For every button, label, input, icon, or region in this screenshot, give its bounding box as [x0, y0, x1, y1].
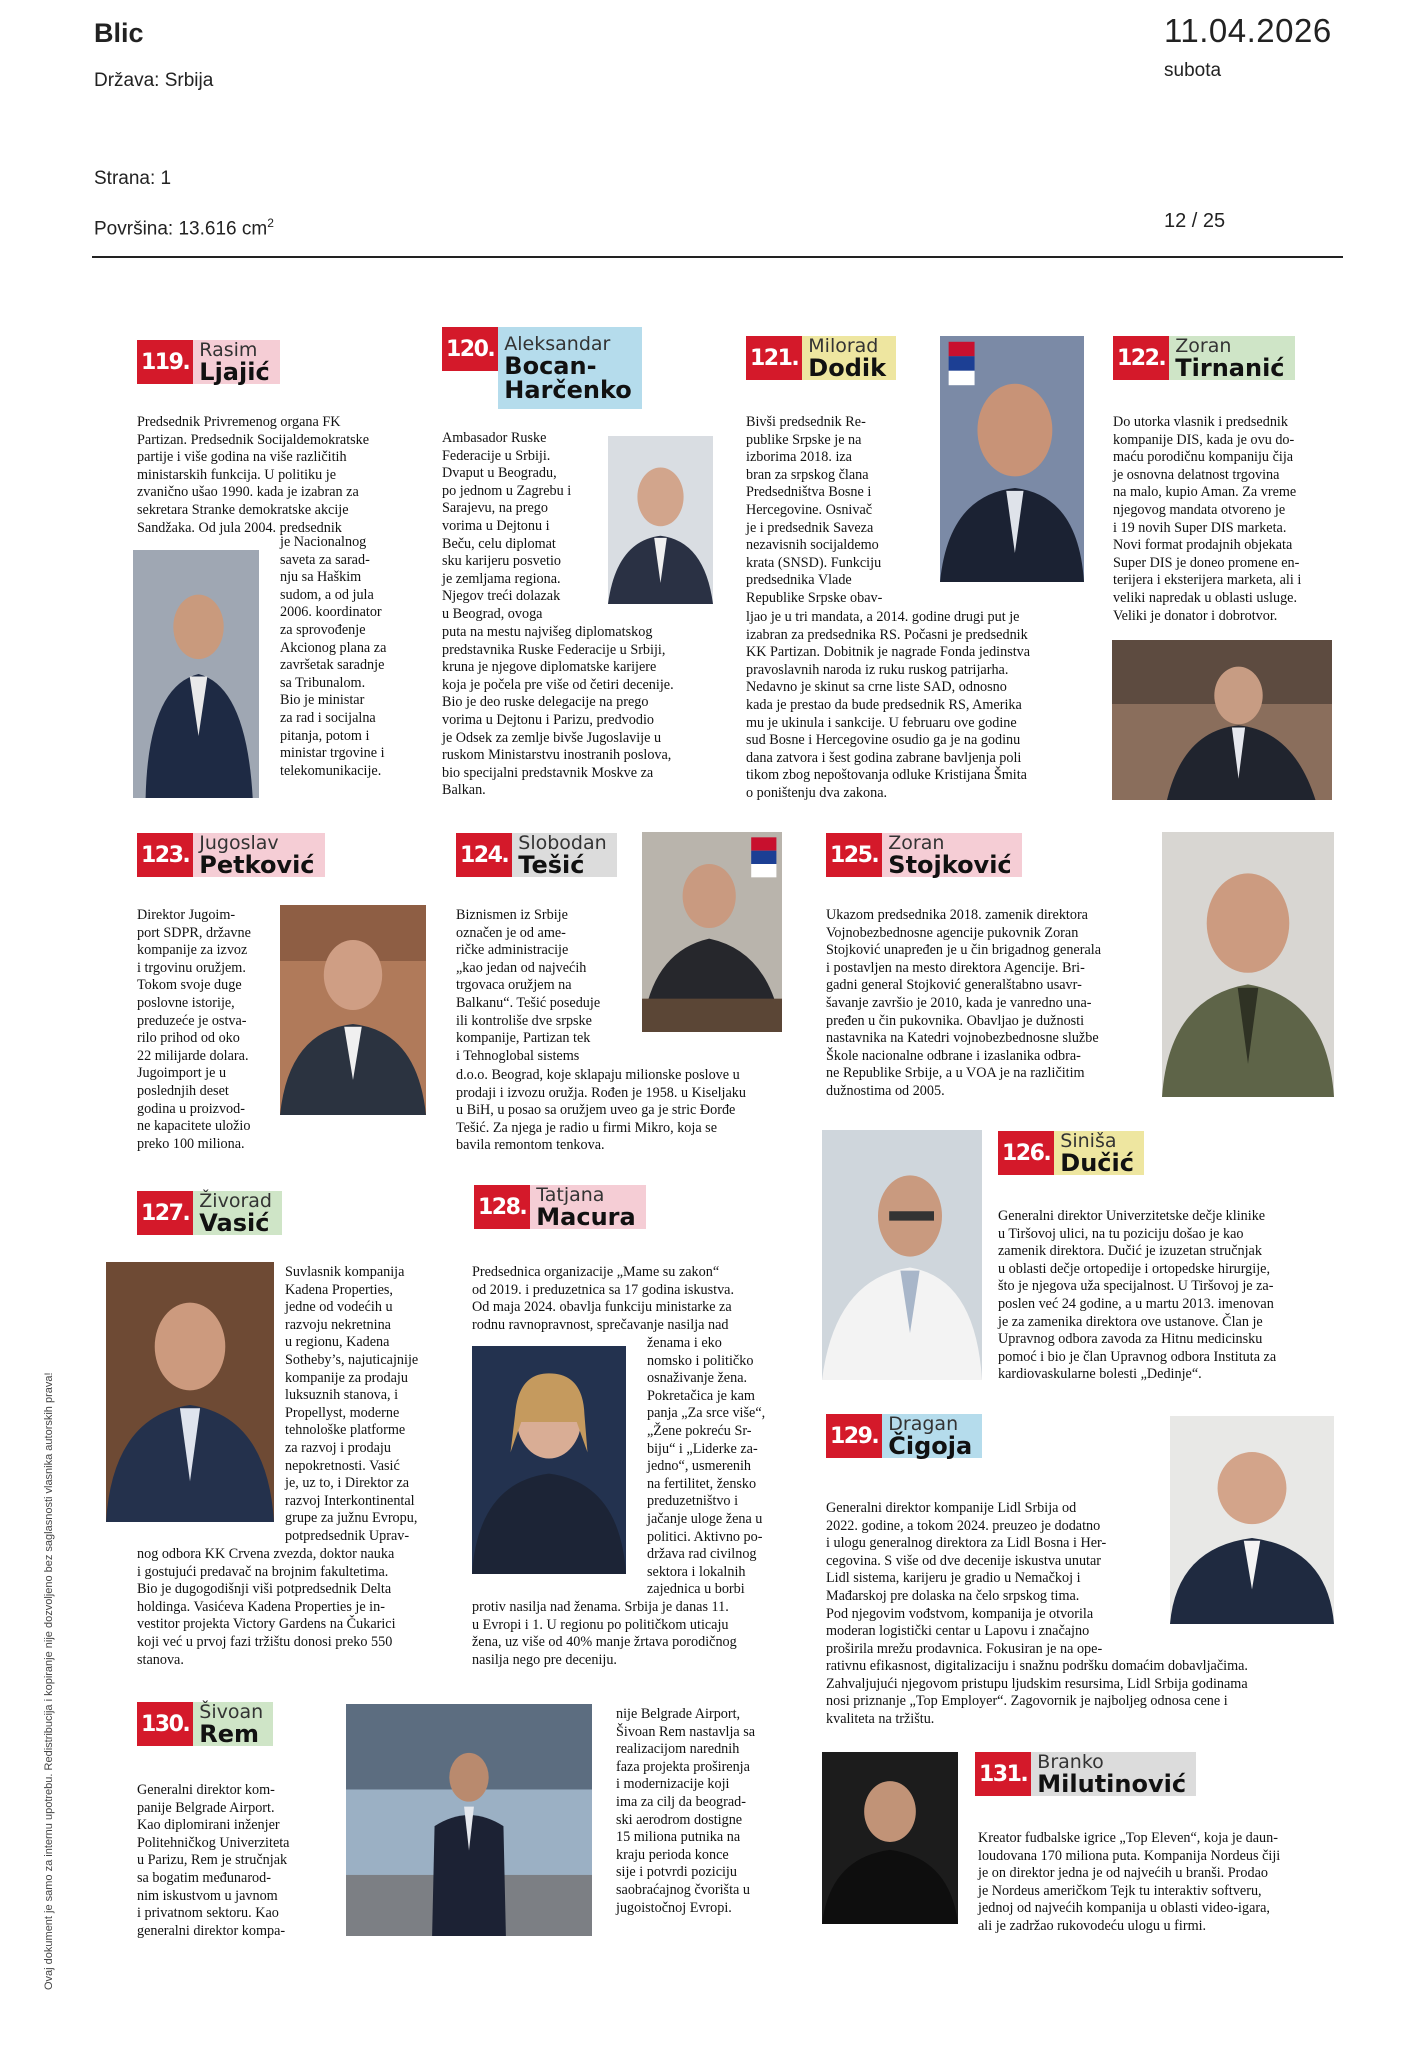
name-plate — [882, 1414, 982, 1458]
portrait-photo-125 — [1162, 832, 1334, 1097]
portrait-photo-128 — [472, 1346, 626, 1574]
area-label — [94, 216, 274, 240]
first-name: Tatjana — [536, 1183, 605, 1206]
last-name: Ljajić — [199, 357, 270, 386]
rank-number: 119. — [137, 340, 193, 384]
rank-number: 123. — [137, 833, 193, 877]
portrait-photo-127 — [106, 1262, 274, 1522]
rank-number: 128. — [474, 1185, 530, 1229]
area-unit-exponent: 2 — [267, 216, 274, 230]
publication-name: Blic — [94, 18, 144, 48]
issue-weekday: subota — [1164, 60, 1222, 81]
name-plate — [1054, 1131, 1144, 1175]
portrait-photo-119 — [133, 550, 259, 798]
first-name: Zoran — [888, 831, 945, 854]
profile-text-127b: nog odbora KK Crvena zvezda, doktor nauka i gostujući predavač na brojnim fakultetima. Bio je dugogodišnji viši potpredsednik Delta holdinga. Vasićeva Kadena Properties je in- vestitor projekta Victory Gardens na Čukarici koji već u prvoj fazi tržištu donosi preko 550 stanova. — [137, 1546, 396, 1668]
portrait-photo-120 — [608, 436, 713, 604]
last-name: Stojković — [888, 850, 1012, 879]
first-name: Zoran — [1175, 334, 1232, 357]
first-name: Milorad — [808, 334, 879, 357]
profile-badge-123 — [137, 833, 325, 877]
profile-text-125: Ukazom predsednika 2018. zamenik direktora Vojnobezbednosne agencije pukovnik Zoran Stojković unapređen je u čin brigadnog generala i postavljen na mesto direktora Agencije. Bri- gadni general Stojković generalštabno usavr- šavanje završio je 2010, kada je vanredno una- pređen u čin pukovnika. Obavljao je dužnosti nastavnika na Katedri vojnobezbednosne službe Škole nacionalne odbrane i izaslanika odbra- ne Republike Srbije, a u VOA je na različitim dužnostima od 2005. — [826, 907, 1101, 1099]
first-name: Branko — [1037, 1750, 1104, 1773]
first-name: Siniša — [1060, 1129, 1117, 1152]
profile-text-126: Generalni direktor Univerzitetske dečje klinike u Tiršovoj ulici, na tu poziciju došao je kao zamenik direktora. Dučić je izuzetan stručnjak u oblasti dečje ortopedije i ortopedske hirurgije, što je njegova uža specijalnost. U Tiršovoj je za- poslen već 24 godine, a u martu 2013. imenovan je za zamenika direktora ove ustanove. Član je Upravnog odbora zavoda za Hitnu medicinsku pomoć i bio je član Upravnog odbora Instituta za kardiovaskularne bolesti „Dedinje“. — [998, 1208, 1277, 1383]
first-name: Dragan — [888, 1412, 959, 1435]
last-name: Tirnanić — [1175, 353, 1285, 382]
profile-text-119a: Predsednik Privremenog organa FK Partizan. Predsednik Socijaldemokratske partije i više godina na više različitih ministarskih funkcija. U politiku je zvanično ušao 1990. kada je izabran za sekretara Stranke demokratske akcije Sandžaka. Od jula 2004. predsednik — [137, 414, 370, 536]
rank-number: 120. — [442, 327, 498, 371]
country-label: Država: Srbija — [94, 70, 214, 91]
name-plate — [512, 833, 616, 877]
name-plate — [1169, 336, 1294, 380]
page-number-label: Strana: 1 — [94, 168, 172, 189]
portrait-photo-123 — [280, 905, 426, 1115]
profile-badge-126 — [998, 1131, 1144, 1175]
first-name: Slobodan — [518, 831, 607, 854]
portrait-photo-121 — [940, 336, 1084, 582]
profile-badge-127 — [137, 1191, 282, 1235]
last-name: Petković — [199, 850, 315, 879]
portrait-photo-126 — [822, 1130, 982, 1380]
rank-number: 121. — [746, 336, 802, 380]
pager: 12 / 25 — [1164, 210, 1226, 232]
portrait-photo-129 — [1170, 1416, 1334, 1624]
copyright-side-note: Ovaj dokument je samo za internu upotrebu. Redistribucija i kopiranje nije dozvoljeno bez saglasnosti vlasnika autorskih prava! — [43, 1372, 55, 1990]
rank-number: 124. — [456, 833, 512, 877]
profile-text-122: Do utorka vlasnik i predsednik kompanije DIS, kada je ovu do- maću porodičnu kompaniju čija je osnovna delatnost trgovina na malo, kupio Aman. Za vreme njegovog mandata otvoreno je i 19 novih Super DIS marketa. Novi format prodajnih objekata Super DIS je doneo promene en- terijera i eksterijera marketa, ali i veliki napredak u oblasti usluge. Veliki je donator i dobrotvor. — [1113, 414, 1302, 624]
last-name: Dodik — [808, 353, 887, 382]
profile-text-124b: d.o.o. Beograd, koje sklapaju milionske poslove u prodaji i izvozu oružja. Rođen je 1958. u Kiseljaku u BiH, u posao sa oružjem uveo ga je stric Đorđe Tešić. Za njega je radio u firmi Mikro, koja se bavila remontom tenkova. — [456, 1067, 746, 1154]
rank-number: 131. — [975, 1752, 1031, 1796]
profile-badge-122 — [1113, 336, 1295, 380]
name-plate — [1031, 1752, 1196, 1796]
name-plate — [802, 336, 896, 380]
name-plate — [193, 1702, 273, 1746]
portrait-photo-122 — [1112, 640, 1332, 800]
profile-badge-128 — [474, 1185, 646, 1229]
portrait-photo-131 — [822, 1752, 958, 1924]
last-name: Macura — [536, 1202, 636, 1231]
header-divider — [92, 256, 1343, 258]
rank-number: 125. — [826, 833, 882, 877]
rank-number: 127. — [137, 1191, 193, 1235]
profile-text-127a: Suvlasnik kompanija Kadena Properties, jedne od vodećih u razvoju nekretnina u regionu, Kadena Sotheby’s, najuticajnije kompanije za prodaju luksuznih stanova, i Propellyst, moderne tehnološke platforme za razvoj i prodaju nepokretnosti. Vasić je, uz to, i Direktor za razvoj Interkontinental grupe za južnu Evropu, potpredsednik Uprav- — [285, 1264, 419, 1544]
area-value: Površina: 13.616 cm — [94, 218, 268, 240]
name-plate — [498, 327, 642, 409]
profile-text-120b: puta na mestu najvišeg diplomatskog predstavnika Ruske Federacije u Srbiji, kruna je njegove diplomatske karijere koja je počela pre više od četiri decenije. Bio je deo ruske delegacije na prego vorima u Dejtonu i Parizu, predvodio je Odsek za zemlje bivše Jugoslavije u ruskom Ministarstvu inostranih poslova, bio specijalni predstavnik Moskve za Balkan. — [442, 624, 674, 799]
rank-number: 130. — [137, 1702, 193, 1746]
name-plate — [193, 1191, 282, 1235]
profile-text-131: Kreator fudbalske igrice „Top Eleven“, koja je daun- loudovana 170 miliona puta. Kompanija Nordeus čiji je on direktor jedna je od najvećih u branši. Prodao je Nordeus američkom Tejk tu interaktiv softveru, jednoj od najvećih kompanija u oblasti video-igara, ali je zadržao rukovodeću ulogu u firmi. — [978, 1830, 1281, 1934]
last-name: Dučić — [1060, 1148, 1134, 1177]
first-name: Aleksandar — [504, 332, 611, 355]
profile-text-129b: rativnu efikasnost, digitalizaciju i snažnu podršku domaćim dobavljačima. Zahvaljujući njegovom pristupu ljudskim resursima, Lidl Srbija godinama nosi priznanje „Top Employer“. Zagovornik je najboljeg odnosa cene i kvaliteta na tržištu. — [826, 1658, 1248, 1727]
rank-number: 126. — [998, 1131, 1054, 1175]
profile-text-130b: nije Belgrade Airport, Šivoan Rem nastavlja sa realizacijom narednih faza projekta proširenja i modernizacije koji ima za cilj da beograd- ski aerodrom dostigne 15 miliona putnika na kraju perioda konce sije i potvrdi poziciju saobraćajnog čvorišta u jugoistočnoj Evropi. — [616, 1706, 756, 1916]
portrait-photo-124 — [642, 832, 782, 1032]
profile-badge-119 — [137, 340, 280, 384]
last-name: Čigoja — [888, 1431, 973, 1460]
portrait-photo-130 — [346, 1704, 592, 1936]
profile-badge-130 — [137, 1702, 273, 1746]
profile-badge-129 — [826, 1414, 982, 1458]
profile-text-128b: ženama i eko nomsko i političko osnaživanje žena. Pokretačica je kam panja „Za srce više“, „Žene pokreću Sr- biju“ i „Liderke za- jedno“, usmerenih na fertilitet, žensko preduzetništvo i jačanje uloge žena u politici. Aktivno po- država rad civilnog sektora i lokalnih zajednica u borbi — [647, 1335, 766, 1598]
last-name: Vasić — [199, 1208, 270, 1237]
profile-text-121b: ljao je u tri mandata, a 2014. godine drugi put je izabran za predsednika RS. Počasni je predsednik KK Partizan. Dobitnik je nagrade Fonda jedinstva pravoslavnih naroda iz ruku ruskog patrijarha. Nedavno je skinut sa crne liste SAD, odnosno kada je prestao da bude predsednik RS, Amerika mu je ukinula i sankcije. U februaru ove godine sud Bosne i Hercegovine osudio ga je na godinu dana zatvora i šest godina zabrane bavljenja poli tikom zbog nepoštovanja odluke Kristijana Šmita o poništenju dva zakona. — [746, 609, 1031, 801]
profile-text-129a: Generalni direktor kompanije Lidl Srbija od 2022. godine, a tokom 2024. preuzeo je dodatno i ulogu generalnog direktora za Lidl Bosna i Her- cegovina. S više od dve decenije iskustva unutar Lidl sistema, karijeru je gradio u Nemačkoj i Mađarskoj pre dolaska na čelo srpskog tima. Pod njegovim vođstvom, kompanija je otvorila moderan logistički centar u Lapovu i značajno proširila mrežu prodavnica. Fokusiran je na ope- — [826, 1500, 1107, 1657]
last-name: Bocan- Harčenko — [504, 351, 632, 404]
profile-text-119b: je Nacionalnog saveta za sarad- nju sa Haškim sudom, a od jula 2006. koordinator za sprovođenje Akcionog plana za završetak saradnje sa Tribunalom. Bio je ministar za rad i socijalna pitanja, potom i ministar trgovine i telekomunikacije. — [280, 534, 387, 779]
profile-badge-120 — [442, 327, 642, 409]
profile-text-130a: Generalni direktor kom- panije Belgrade Airport. Kao diplomirani inženjer Politehničkog Univerziteta u Parizu, Rem je stručnjak sa bogatim međunarod- nim iskustvom u javnom i privatnom sektoru. Kao generalni direktor kompa- — [137, 1782, 290, 1939]
name-plate — [530, 1185, 645, 1229]
issue-date: 11.04.2026 — [1164, 12, 1332, 49]
first-name: Šivoan — [199, 1700, 264, 1723]
name-plate — [193, 340, 279, 384]
name-plate — [193, 833, 324, 877]
last-name: Rem — [199, 1719, 260, 1748]
rank-number: 129. — [826, 1414, 882, 1458]
profile-text-123: Direktor Jugoim- port SDPR, državne kompanije za izvoz i trgovinu oružjem. Tokom svoje duge poslovne istorije, preduzeće je ostva- rilo prihod od oko 22 milijarde dolara. Jugoimport je u poslednjih deset godina u proizvod- ne kapacitete uložio preko 100 miliona. — [137, 907, 251, 1152]
last-name: Milutinović — [1037, 1769, 1187, 1798]
first-name: Rasim — [199, 338, 258, 361]
profile-text-120a: Ambasador Ruske Federacije u Srbiji. Dvaput u Beogradu, po jednom u Zagrebu i Sarajevu, na prego vorima u Dejtonu i Beču, celu diplomat sku karijeru posvetio je zemljama regiona. Njegov treći dolazak u Beograd, ovoga — [442, 430, 572, 622]
first-name: Jugoslav — [199, 831, 279, 854]
rank-number: 122. — [1113, 336, 1169, 380]
profile-text-124a: Biznismen iz Srbije označen je od ame- ričke administracije „kao jedan od najvećih trgovaca oružjem na Balkanu“. Tešić poseduje ili kontroliše dve srpske kompanije, Partizan tek i Tehnoglobal sistems — [456, 907, 601, 1064]
profile-badge-125 — [826, 833, 1022, 877]
name-plate — [882, 833, 1021, 877]
profile-badge-124 — [456, 833, 617, 877]
profile-badge-121 — [746, 336, 896, 380]
profile-badge-131 — [975, 1752, 1196, 1796]
profile-text-128c: protiv nasilja nad ženama. Srbija je danas 11. u Evropi i 1. U regionu po političkom uticaju žena, uz više od 40% manje žrtava porodičnog nasilja nego pre deceniju. — [472, 1599, 737, 1668]
profile-text-128a: Predsednica organizacije „Mame su zakon“ od 2019. i preduzetnica sa 17 godina iskustva. Od maja 2024. obavlja funkciju ministarke za rodnu ravnopravnost, sprečavanje nasilja nad — [472, 1264, 735, 1333]
profile-text-121a: Bivši predsednik Re- publike Srpske je na izborima 2018. iza bran za srpskog člana Predsedništva Bosne i Hercegovine. Osnivač je i predsednik Saveza nezavisnih socijaldemo krata (SNSD). Funkciju predsednika Vlade Republike Srpske obav- — [746, 414, 883, 606]
first-name: Živorad — [199, 1189, 272, 1212]
last-name: Tešić — [518, 850, 585, 879]
